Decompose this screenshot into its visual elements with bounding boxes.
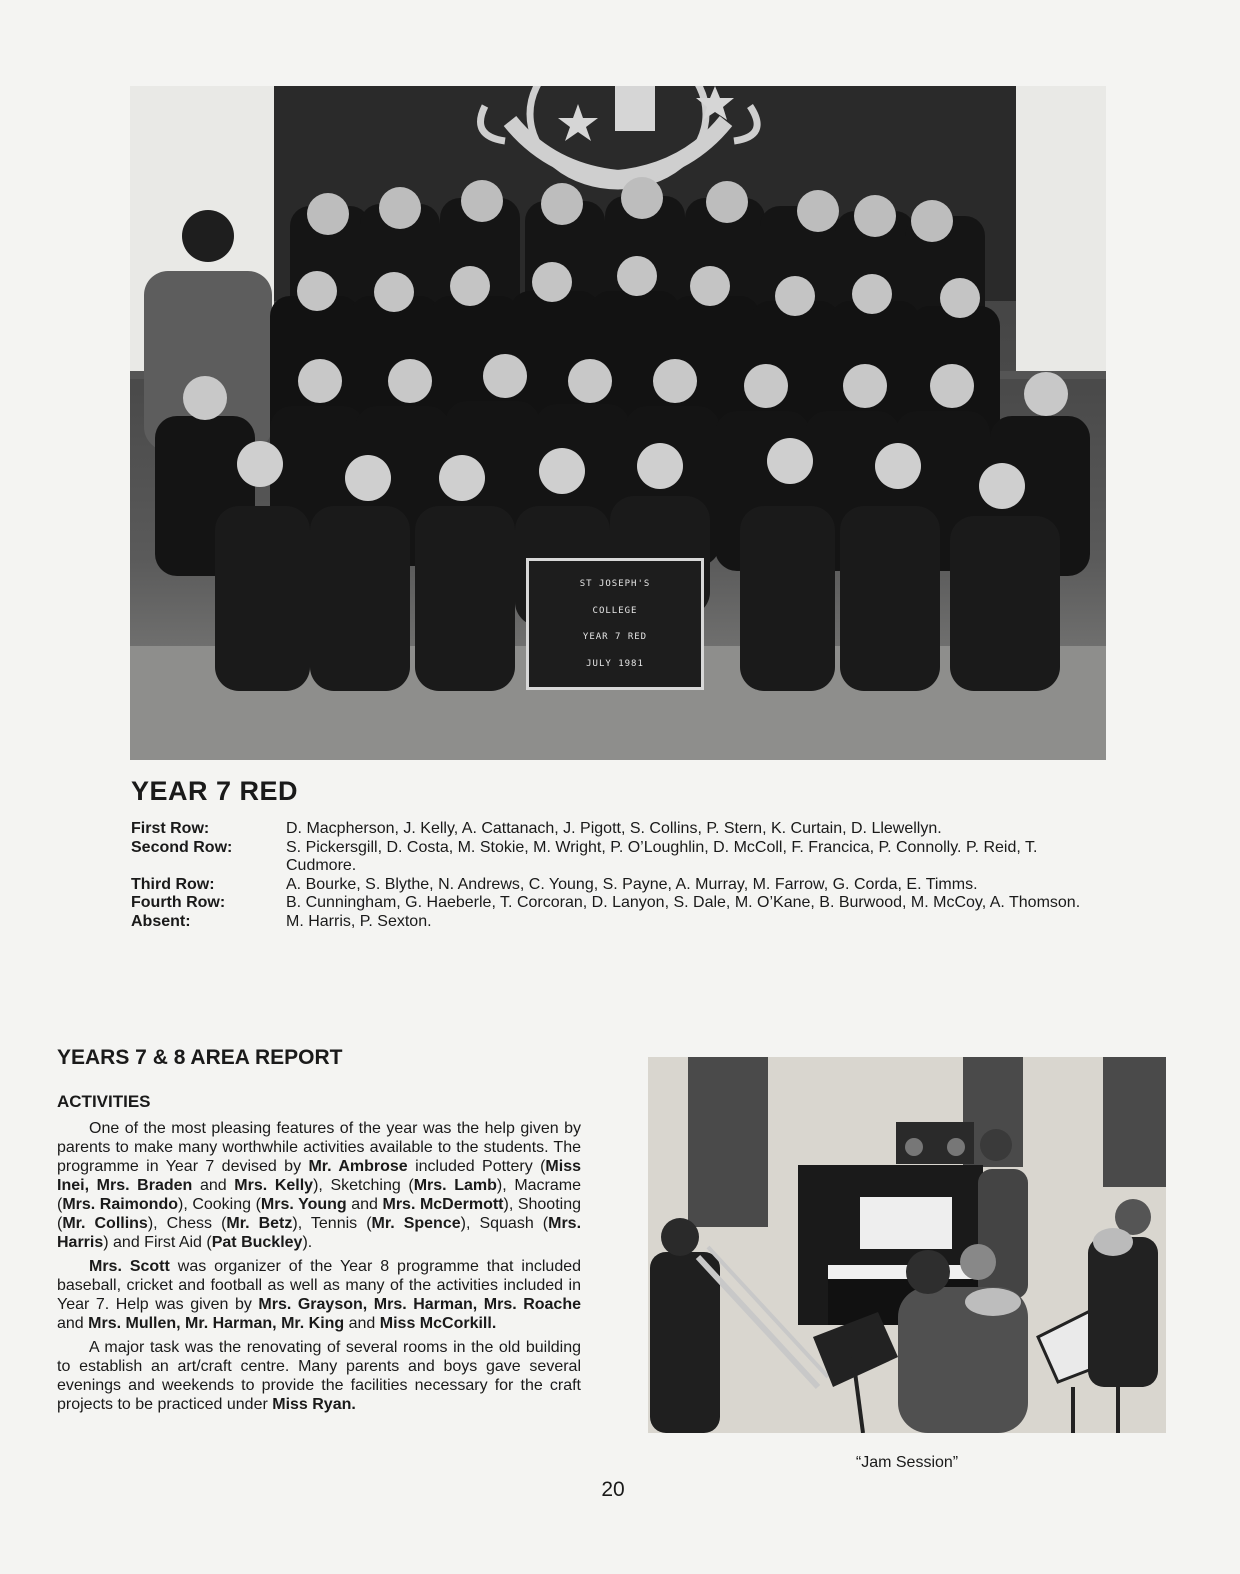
person-name: Mr. Spence	[371, 1215, 461, 1232]
roster-names: D. Macpherson, J. Kelly, A. Cattanach, J. Pigott, S. Collins, P. Stern, K. Curtain, D. Llewellyn.	[286, 820, 942, 837]
paragraph-text: and	[57, 1315, 89, 1332]
jam-session-image	[648, 1057, 1166, 1433]
paragraph-text: ), Macrame (	[57, 1177, 582, 1213]
paragraph-text: and	[346, 1196, 383, 1213]
paragraph-text: was organizer of the Year 8 programme that included baseball, cricket and football as well as many of the activities included in Year 7. Help was given by	[57, 1258, 582, 1313]
person-name: Mr. Collins	[62, 1215, 148, 1232]
roster-row	[131, 820, 1111, 839]
person-name: Mrs. Young	[260, 1196, 347, 1213]
sign-line: JULY 1981	[586, 658, 644, 669]
class-sign	[526, 558, 704, 690]
roster-label: First Row:	[131, 820, 210, 837]
report-body	[57, 1119, 581, 1419]
page-number: 20	[601, 1478, 625, 1501]
report-paragraph	[57, 1338, 581, 1414]
report-paragraph	[57, 1257, 581, 1333]
paragraph-text: ), Tennis (	[292, 1215, 372, 1232]
paragraph-text: ) and First Aid (	[103, 1234, 212, 1251]
sign-line: COLLEGE	[592, 605, 638, 616]
paragraph-text: ).	[302, 1234, 313, 1251]
person-name: Mrs. McDermott	[382, 1196, 504, 1213]
report-title: YEARS 7 & 8 AREA REPORT	[57, 1046, 343, 1069]
paragraph-text: and	[344, 1315, 380, 1332]
roster-names: M. Harris, P. Sexton.	[286, 912, 432, 930]
person-name: Mrs. Harris	[57, 1215, 582, 1251]
paragraph-text: ), Squash (	[460, 1215, 549, 1232]
roster-label: Absent:	[131, 912, 191, 930]
roster-row	[131, 913, 1111, 932]
paragraph-text: included Pottery (	[407, 1158, 546, 1175]
paragraph-text: One of the most pleasing features of the year was the help given by parents to make many worthwhile activities available to the students. The programme in Year 7 devised by	[57, 1120, 581, 1175]
paragraph-text: ), Shooting (	[57, 1196, 581, 1232]
person-name: Mrs. Raimondo	[62, 1196, 178, 1213]
person-name: Mr. Betz	[226, 1215, 293, 1232]
roster-label: Fourth Row:	[131, 894, 226, 911]
roster-names: A. Bourke, S. Blythe, N. Andrews, C. Young, S. Payne, A. Murray, M. Farrow, G. Corda, E. Timms.	[286, 875, 978, 893]
paragraph-text: ), Cooking (	[178, 1196, 261, 1213]
sign-line: YEAR 7 RED	[582, 632, 648, 643]
report-paragraph	[57, 1119, 581, 1252]
roster-row	[131, 876, 1111, 895]
photo-caption: “Jam Session”	[855, 1454, 959, 1471]
person-name: Mrs. Grayson, Mrs. Harman, Mrs. Roache	[258, 1296, 581, 1313]
roster-names: B. Cunningham, G. Haeberle, T. Corcoran, D. Lanyon, S. Dale, M. O’Kane, B. Burwood, M. McCoy, A. Thomson.	[286, 894, 1081, 911]
person-name: Miss McCorkill.	[379, 1315, 497, 1332]
person-name: Mrs. Mullen, Mr. Harman, Mr. King	[88, 1315, 345, 1332]
person-name: Mr. Ambrose	[308, 1158, 408, 1175]
paragraph-text: and	[192, 1177, 235, 1194]
roster-names: S. Pickersgill, D. Costa, M. Stokie, M. Wright, P. O’Loughlin, D. McColl, F. Francica, P. Connolly. P. Reid, T. Cudmore.	[286, 838, 1038, 874]
person-name: Mrs. Scott	[89, 1258, 170, 1275]
person-name: Miss Inei, Mrs. Braden	[57, 1158, 581, 1194]
class-roster	[131, 820, 1111, 931]
paragraph-text: A major task was the renovating of several rooms in the old building to establish an art/craft centre. Many parents and boys gave several evenings and weekends to provide the facilities necessary for the craft projects to be practiced under	[57, 1339, 581, 1413]
roster-label: Third Row:	[131, 875, 215, 893]
sign-line: ST JOSEPH'S	[579, 579, 651, 590]
class-title: YEAR 7 RED	[131, 776, 299, 806]
activities-heading: ACTIVITIES	[57, 1092, 151, 1111]
person-name: Mrs. Lamb	[413, 1177, 497, 1194]
person-name: Mrs. Kelly	[234, 1177, 314, 1194]
person-name: Miss Ryan.	[272, 1396, 356, 1413]
roster-row	[131, 894, 1111, 913]
jam-session-photo	[648, 1057, 1166, 1433]
roster-row	[131, 839, 1111, 876]
class-photo	[130, 86, 1106, 760]
person-name: Pat Buckley	[211, 1234, 303, 1251]
paragraph-text: ), Chess (	[147, 1215, 227, 1232]
roster-label: Second Row:	[131, 838, 233, 856]
paragraph-text: ), Sketching (	[313, 1177, 414, 1194]
